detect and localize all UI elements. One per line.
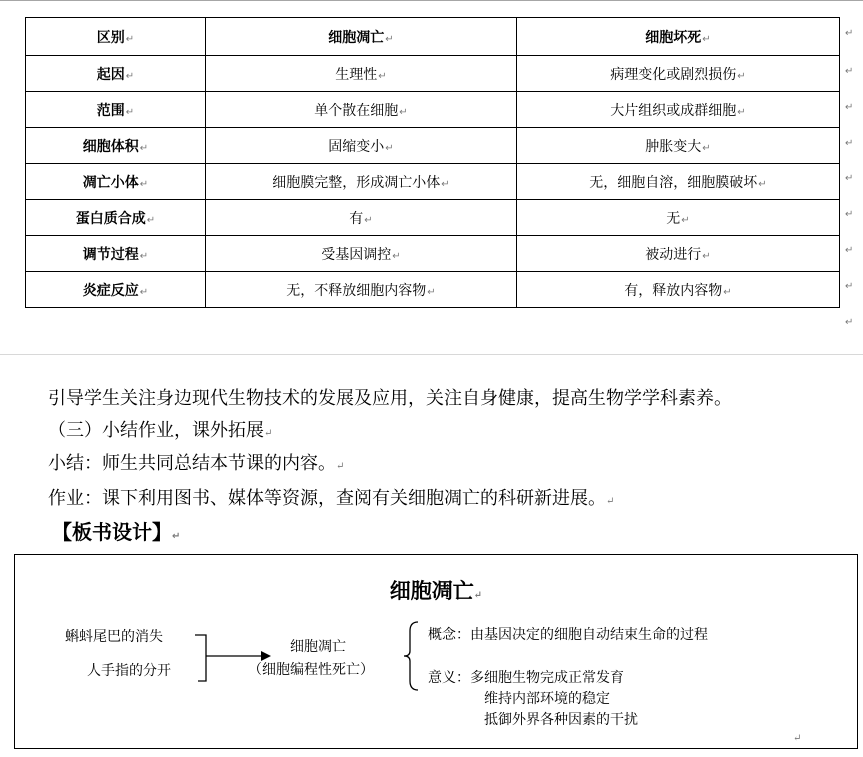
cell-text: 被动进行 <box>645 246 702 263</box>
cell-text: 凋亡小体 <box>82 174 139 191</box>
paragraph-mark: ↵ <box>399 106 408 118</box>
curly-brace <box>404 622 418 690</box>
row-label-cell <box>26 272 206 308</box>
table-cell <box>206 164 517 200</box>
page-break-line <box>0 354 863 355</box>
table-row <box>26 128 840 164</box>
table-cell <box>206 236 517 272</box>
table-row <box>26 164 840 200</box>
paragraph-text: 引导学生关注身边现代生物技术的发展及应用，关注自身健康，提高生物学学科素养。 <box>48 388 732 409</box>
cell-text: 炎症反应 <box>82 282 139 299</box>
table-cell <box>517 272 840 308</box>
cell-text: 无，不释放细胞内容物 <box>286 282 427 299</box>
row-label-cell <box>26 128 206 164</box>
table-header-row <box>26 18 840 56</box>
header-cell <box>206 18 517 56</box>
table-cell <box>517 92 840 128</box>
paragraph-mark: ↵ <box>125 33 135 45</box>
meaning-row <box>428 667 624 687</box>
paragraph-mark: ↵ <box>264 428 273 439</box>
row-end-mark: ↵ <box>845 245 854 256</box>
meaning-label: 意义： <box>428 670 470 686</box>
paragraph-mark: ↵ <box>702 250 711 262</box>
row-label-cell <box>26 236 206 272</box>
cell-text: 细胞体积 <box>82 138 139 155</box>
paragraph-mark: ↵ <box>385 142 394 154</box>
table-cell <box>206 92 517 128</box>
table-cell <box>206 272 517 308</box>
table-row <box>26 200 840 236</box>
paragraph-mark: ↵ <box>737 106 746 118</box>
paragraph-guidance <box>48 384 732 410</box>
table-cell <box>206 56 517 92</box>
paragraph-text: （三）小结作业，课外拓展 <box>48 420 264 441</box>
paragraph-section-title <box>48 416 272 442</box>
paragraph-mark: ↵ <box>702 33 711 45</box>
paragraph-mark: ↵ <box>125 70 135 82</box>
blackboard-design-box <box>14 554 858 749</box>
header-cell <box>517 18 840 56</box>
row-label-cell <box>26 200 206 236</box>
header-cell <box>26 18 206 56</box>
concept-label: 概念： <box>428 627 470 643</box>
row-label-cell <box>26 164 206 200</box>
paragraph-mark: ↵ <box>139 286 149 298</box>
board-title-text: 细胞凋亡 <box>389 578 474 603</box>
example-finger-separation: 人手指的分开 <box>87 663 171 679</box>
table-cell <box>517 200 840 236</box>
cell-text: 起因 <box>96 66 125 83</box>
row-end-mark: ↵ <box>845 28 854 39</box>
central-concept: 细胞凋亡 <box>290 639 346 655</box>
paragraph-mark: ↵ <box>723 286 732 298</box>
table-cell <box>517 56 840 92</box>
table-cell <box>517 236 840 272</box>
paragraph-mark: ↵ <box>427 286 436 298</box>
heading-text: 【板书设计】 <box>52 520 172 544</box>
paragraph-mark: ↵ <box>364 214 373 226</box>
central-concept-alias: （细胞编程性死亡） <box>248 662 374 678</box>
table-row <box>26 56 840 92</box>
table-row <box>26 236 840 272</box>
paragraph-mark: ↵ <box>441 178 450 190</box>
table-row <box>26 272 840 308</box>
table-cell <box>517 164 840 200</box>
cell-text: 肿胀变大 <box>645 138 702 155</box>
paragraph-mark: ↵ <box>737 70 746 82</box>
join-bracket <box>195 635 206 681</box>
paragraph-mark: ↵ <box>758 178 767 190</box>
cell-text: 生理性 <box>335 66 378 83</box>
comparison-table <box>25 17 840 308</box>
example-tadpole-tail: 蝌蚪尾巴的消失 <box>65 629 163 645</box>
paragraph-mark: ↵ <box>681 214 690 226</box>
cell-text: 有 <box>349 210 364 227</box>
row-label-cell <box>26 92 206 128</box>
cell-text: 范围 <box>96 102 125 119</box>
paragraph-homework <box>48 484 614 510</box>
concept-text: 由基因决定的细胞自动结束生命的过程 <box>470 627 708 643</box>
header-label: 细胞坏死 <box>645 29 702 46</box>
paragraph-mark: ↵ <box>172 531 181 542</box>
cell-text: 蛋白质合成 <box>75 210 146 227</box>
paragraph-text: 小结：师生共同总结本节课的内容。 <box>48 453 336 474</box>
paragraph-mark: ↵ <box>702 142 711 154</box>
row-end-mark: ↵ <box>845 173 854 184</box>
table-row <box>26 92 840 128</box>
table-cell <box>206 128 517 164</box>
row-end-mark: ↵ <box>845 102 854 113</box>
cell-text: 病理变化或剧烈损伤 <box>610 66 737 83</box>
paragraph-mark: ↵ <box>793 733 802 744</box>
paragraph-mark: ↵ <box>125 106 135 118</box>
paragraph-text: 作业：课下利用图书、媒体等资源，查阅有关细胞凋亡的科研新进展。 <box>48 488 606 509</box>
cell-text: 无，细胞自溶，细胞膜破坏 <box>589 174 758 191</box>
board-design-heading <box>52 516 180 545</box>
table-cell <box>517 128 840 164</box>
paragraph-mark: ↵ <box>378 70 387 82</box>
concept-row <box>428 624 708 644</box>
cell-text: 受基因调控 <box>321 246 392 263</box>
meaning-item: 多细胞生物完成正常发育 <box>470 670 624 686</box>
cell-text: 调节过程 <box>82 246 139 263</box>
row-label-cell <box>26 56 206 92</box>
header-label: 细胞凋亡 <box>328 29 385 46</box>
paragraph-mark: ↵ <box>336 461 345 472</box>
paragraph-summary <box>48 449 344 475</box>
row-end-mark: ↵ <box>845 317 854 328</box>
paragraph-mark: ↵ <box>146 214 156 226</box>
cell-text: 固缩变小 <box>328 138 385 155</box>
row-end-mark: ↵ <box>845 281 854 292</box>
row-end-mark: ↵ <box>845 66 854 77</box>
paragraph-mark: ↵ <box>139 142 149 154</box>
cell-text: 无 <box>666 210 681 227</box>
paragraph-mark: ↵ <box>473 590 483 601</box>
meaning-item: 维持内部环境的稳定 <box>484 691 610 707</box>
table-cell <box>206 200 517 236</box>
row-end-mark: ↵ <box>845 138 854 149</box>
cell-text: 细胞膜完整，形成凋亡小体 <box>272 174 441 191</box>
cell-text: 单个散在细胞 <box>314 102 399 119</box>
cell-text: 大片组织或成群细胞 <box>610 102 737 119</box>
meaning-item: 抵御外界各种因素的干扰 <box>484 712 638 728</box>
paragraph-mark: ↵ <box>392 250 401 262</box>
cell-text: 有，释放内容物 <box>624 282 723 299</box>
header-label: 区别 <box>96 29 125 46</box>
paragraph-mark: ↵ <box>385 33 394 45</box>
page-top-border <box>0 0 863 5</box>
board-diagram-lines <box>15 555 857 748</box>
paragraph-mark: ↵ <box>139 178 149 190</box>
paragraph-mark: ↵ <box>606 496 615 507</box>
paragraph-mark: ↵ <box>139 250 149 262</box>
row-end-mark: ↵ <box>845 209 854 220</box>
